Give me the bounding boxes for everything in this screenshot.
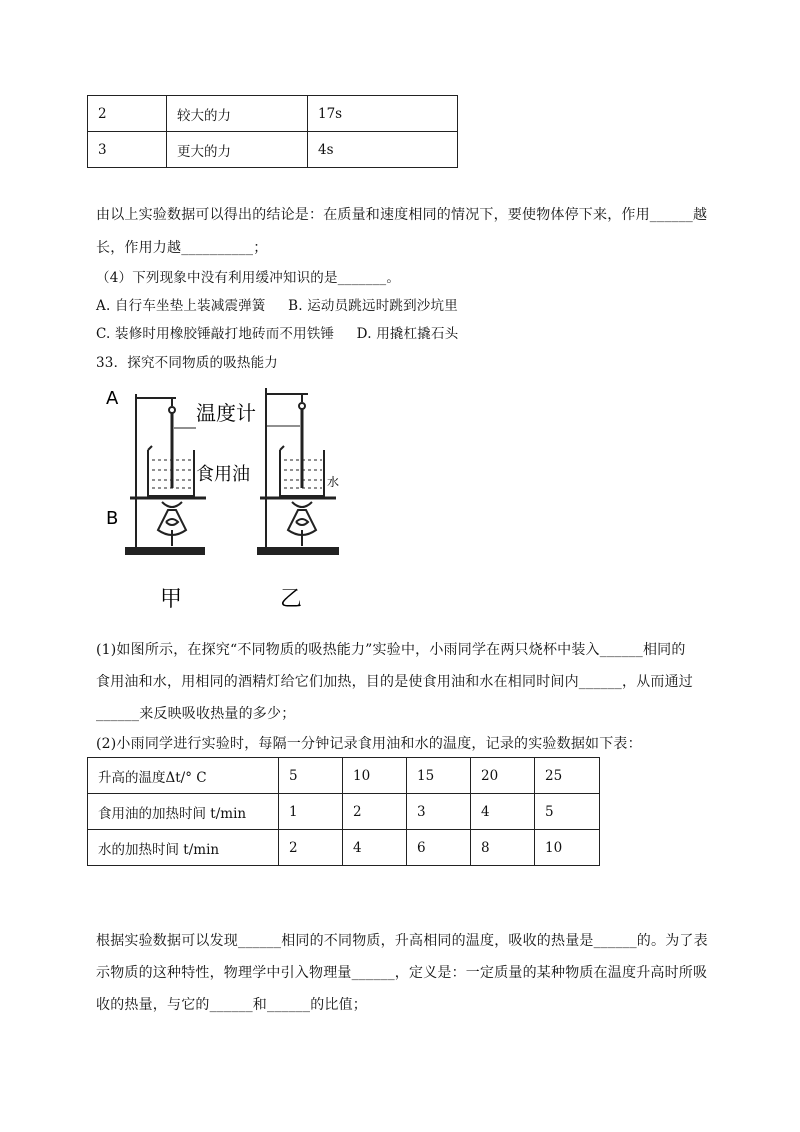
table-cell: 升高的温度Δt/° C — [88, 758, 279, 794]
oil-label: 食用油 — [196, 464, 250, 485]
table-cell: 8 — [471, 830, 535, 866]
table-row — [88, 132, 458, 168]
final-line-2: 示物质的这种特性，物理学中引入物理量______，定义是：一定质量的某种物质在温度升高时所吸 — [96, 965, 708, 981]
table-cell: 4s — [308, 132, 458, 168]
experiment-figure — [96, 376, 376, 616]
table-cell: 25 — [535, 758, 600, 794]
question-4-options-1: A. 自行车坐垫上装减震弹簧 B. 运动员跳远时跳到沙坑里 — [96, 298, 458, 314]
table-cell: 4 — [343, 830, 407, 866]
final-line-3: 收的热量，与它的______和______的比值； — [96, 997, 367, 1013]
part-1-line-1: (1)如图所示，在探究“不同物质的吸热能力”实验中，小雨同学在两只烧杯中装入______相同的 — [96, 642, 686, 658]
table-row — [88, 96, 458, 132]
question-33-title: 33．探究不同物质的吸热能力 — [96, 355, 278, 371]
table-cell: 10 — [535, 830, 600, 866]
result-table — [87, 95, 458, 168]
table-row — [88, 830, 600, 866]
table-cell: 10 — [343, 758, 407, 794]
table-cell: 4 — [471, 794, 535, 830]
table-cell: 1 — [279, 794, 343, 830]
table-row — [88, 758, 600, 794]
data-table — [87, 757, 600, 866]
table-cell: 食用油的加热时间 t/min — [88, 794, 279, 830]
water-label: 水 — [327, 475, 340, 489]
table-cell: 3 — [407, 794, 471, 830]
thermometer-label: 温度计 — [196, 401, 256, 425]
final-line-1: 根据实验数据可以发现______相同的不同物质，升高相同的温度，吸收的热量是______的。为了表 — [96, 933, 708, 949]
table-cell: 2 — [279, 830, 343, 866]
part-2-line-1: (2)小雨同学进行实验时，每隔一分钟记录食用油和水的温度，记录的实验数据如下表： — [96, 736, 642, 752]
table-cell: 2 — [343, 794, 407, 830]
table-cell: 2 — [88, 96, 167, 132]
table-cell: 水的加热时间 t/min — [88, 830, 279, 866]
table-row — [88, 794, 600, 830]
table-cell: 5 — [535, 794, 600, 830]
part-1-line-3: ______来反映吸收热量的多少； — [96, 706, 296, 722]
caption-right: 乙 — [280, 587, 303, 612]
question-4-options-2: C. 装修时用橡胶锤敲打地砖而不用铁锤 D. 用撬杠撬石头 — [96, 326, 459, 342]
conclusion-line-2: 长，作用力越__________； — [96, 240, 268, 256]
table-cell: 20 — [471, 758, 535, 794]
label-b: B — [106, 508, 119, 529]
part-1-line-2: 食用油和水，用相同的酒精灯给它们加热，目的是使食用油和水在相同时间内______，从而通过 — [96, 674, 693, 690]
table-cell: 3 — [88, 132, 167, 168]
table-cell: 较大的力 — [167, 96, 308, 132]
question-4: （4）下列现象中没有利用缓冲知识的是_______。 — [96, 270, 401, 286]
caption-left: 甲 — [160, 587, 183, 612]
table-cell: 6 — [407, 830, 471, 866]
table-cell: 5 — [279, 758, 343, 794]
table-cell: 15 — [407, 758, 471, 794]
table-cell: 更大的力 — [167, 132, 308, 168]
table-cell: 17s — [308, 96, 458, 132]
conclusion-line-1: 由以上实验数据可以得出的结论是：在质量和速度相同的情况下，要使物体停下来，作用______越 — [96, 207, 708, 223]
label-a: A — [106, 388, 119, 409]
